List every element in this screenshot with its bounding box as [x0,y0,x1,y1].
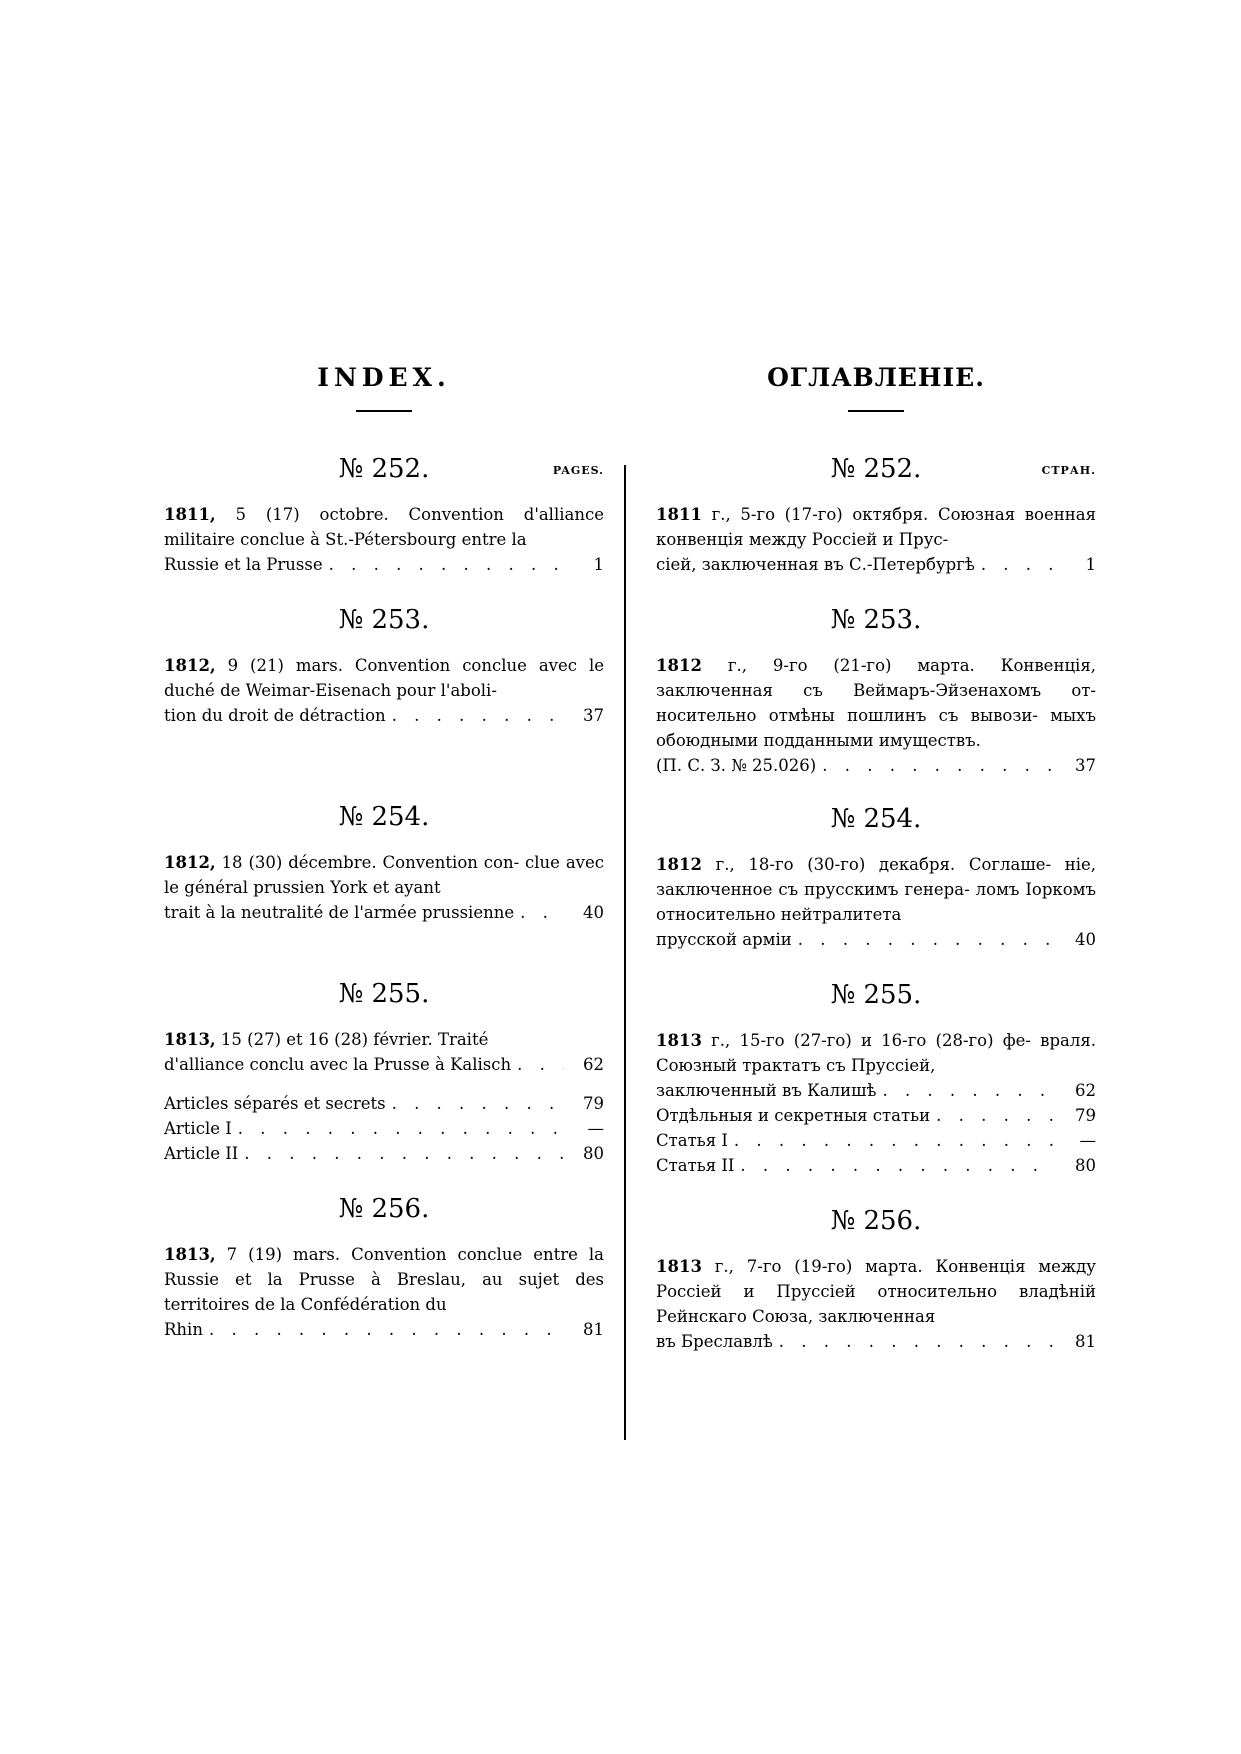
index-entry-253 [164,603,604,728]
page-title: ОГЛАВЛЕНІЕ. [767,363,985,392]
article-line [656,1103,1096,1128]
entry-last-line [656,927,1096,952]
page-number: 62 [583,1054,604,1074]
entry-text-end: сіей, заключенная въ С.-Петербургѣ [656,554,975,574]
entry-text-end: Russie et la Prusse [164,554,323,574]
entry-last-line [656,753,1096,778]
entry-description [164,653,604,703]
entry-last-line [164,1052,604,1077]
article-line [164,1091,604,1116]
page-number: 62 [1075,1080,1096,1100]
index-entry-254 [164,800,604,925]
entry-text-end: прусской арміи [656,929,792,949]
entry-last-line [164,552,604,577]
entry-text: 15 (27) et 16 (28) février. Traité [215,1029,489,1049]
entry-number: № 255. [338,978,430,1009]
entry-text-end: tion du droit de détraction [164,705,386,725]
leader-dots [779,1329,1056,1354]
page-number: 1 [1085,554,1096,574]
entry-number: № 252. [338,453,430,484]
entry-number: № 254. [830,803,922,834]
entry-date: 1812 [656,655,702,675]
entry-text-end: (П. С. З. № 25.026) [656,755,817,775]
entry-text: 18 (30) décembre. Convention con- clue avec le général prussien York et ayant [164,852,604,897]
article-line [164,1116,604,1141]
article-label: Article I [164,1118,232,1138]
index-entry-253 [656,603,1096,778]
entry-number: № 256. [338,1193,430,1224]
entry-number: № 253. [830,604,922,635]
title-rule [356,410,412,412]
entry-date: 1812, [164,655,216,675]
page-number: 40 [583,902,604,922]
entry-number: № 252. [830,453,922,484]
entry-date: 1813, [164,1244,216,1264]
pages-label: PAGES. [552,463,604,477]
index-column-french [164,360,604,1342]
page-number: 81 [1075,1331,1096,1351]
leader-dots [392,1091,564,1116]
entry-number: № 253. [338,604,430,635]
leader-dots [822,753,1056,778]
page-number: 37 [583,705,604,725]
leader-dots [520,900,564,925]
index-entry-252 [656,452,1096,577]
entry-date: 1813 [656,1256,702,1276]
entry-description [656,653,1096,753]
article-label: Articles séparés et secrets [164,1093,386,1113]
leader-dots [882,1078,1056,1103]
entry-last-line [164,1317,604,1342]
article-label: Отдѣльныя и секретныя статьи [656,1105,931,1125]
article-line [164,1141,604,1166]
leader-dots [392,703,564,728]
entry-number: № 255. [830,979,922,1010]
page-number: 40 [1075,929,1096,949]
entry-number: № 254. [338,801,430,832]
leader-dots [244,1141,564,1166]
entry-text-end: trait à la neutralité de l'armée prussienne [164,902,515,922]
entry-date: 1811, [164,504,216,524]
page-number: 81 [583,1319,604,1339]
entry-text-end: Rhin [164,1319,203,1339]
entry-description [656,1028,1096,1078]
entry-description [164,1027,604,1052]
pages-label: СТРАН. [1041,463,1096,477]
entry-text-end: въ Бреславлѣ [656,1331,773,1351]
leader-dots [798,927,1056,952]
entry-text: 7 (19) mars. Convention conclue entre la Russie et la Prusse à Breslau, au sujet des territoires de la Confédération du [164,1244,604,1314]
entry-description [656,852,1096,927]
article-label: Статья I [656,1130,728,1150]
entry-text: г., 7-го (19-го) марта. Конвенція между Россіей и Пруссіей относительно владѣній Рейнскаго Союза, заключенная [656,1256,1096,1326]
entry-last-line [164,900,604,925]
index-entry-255 [656,978,1096,1178]
entry-text-end: заключенный въ Калишѣ [656,1080,877,1100]
article-line [656,1153,1096,1178]
article-label: Статья II [656,1155,735,1175]
leader-dots [936,1103,1056,1128]
title-rule [848,410,904,412]
article-line [656,1128,1096,1153]
index-entry-256 [164,1192,604,1342]
page-number: 80 [583,1143,604,1163]
index-entry-255 [164,977,604,1166]
column-divider [624,465,626,1440]
leader-dots [238,1116,564,1141]
page-number: 80 [1075,1155,1096,1175]
entry-description [656,1254,1096,1329]
leader-dots [981,552,1056,577]
page-title: INDEX. [317,363,451,392]
entry-date: 1812, [164,852,216,872]
entry-text: г., 5-го (17-го) октября. Союзная военная конвенція между Россіей и Прус- [656,504,1096,549]
page-number: 79 [583,1093,604,1113]
index-entry-254 [656,802,1096,952]
page-number: 79 [1075,1105,1096,1125]
entry-text: 5 (17) octobre. Convention d'alliance militaire conclue à St.-Pétersbourg entre la [164,504,604,549]
entry-text: г., 18-го (30-го) декабря. Соглаше- ніе, заключенное съ прусскимъ генера- ломъ Іоркомъ относительно нейтралитета [656,854,1096,924]
entry-description [656,502,1096,552]
entry-description [164,1242,604,1317]
entry-text: 9 (21) mars. Convention conclue avec le duché de Weimar-Eisenach pour l'aboli- [164,655,604,700]
page-number: 37 [1075,755,1096,775]
page-number: — [1079,1130,1096,1150]
entry-number: № 256. [830,1205,922,1236]
index-entry-256 [656,1204,1096,1354]
entry-text-end: d'alliance conclu avec la Prusse à Kalisch [164,1054,512,1074]
leader-dots [209,1317,564,1342]
entry-date: 1812 [656,854,702,874]
page-number: 1 [593,554,604,574]
entry-last-line [656,1329,1096,1354]
leader-dots [517,1052,564,1077]
leader-dots [740,1153,1056,1178]
leader-dots [329,552,564,577]
entry-last-line [164,703,604,728]
entry-description [164,502,604,552]
entry-last-line [656,552,1096,577]
entry-description [164,850,604,900]
index-column-russian [656,360,1096,1354]
entry-date: 1813, [164,1029,216,1049]
page-number: — [587,1118,604,1138]
entry-last-line [656,1078,1096,1103]
entry-date: 1811 [656,504,702,524]
index-entry-252 [164,452,604,577]
article-label: Article II [164,1143,239,1163]
entry-date: 1813 [656,1030,702,1050]
entry-text: г., 15-го (27-го) и 16-го (28-го) фе- враля. Союзный трактатъ съ Пруссіей, [656,1030,1096,1075]
leader-dots [734,1128,1056,1153]
entry-text: г., 9-го (21-го) марта. Конвенція, заключенная съ Веймаръ-Эйзенахомъ от- носительно отмѣны пошлинъ съ вывози- мыхъ обоюдными подданными имуществъ. [656,655,1096,750]
